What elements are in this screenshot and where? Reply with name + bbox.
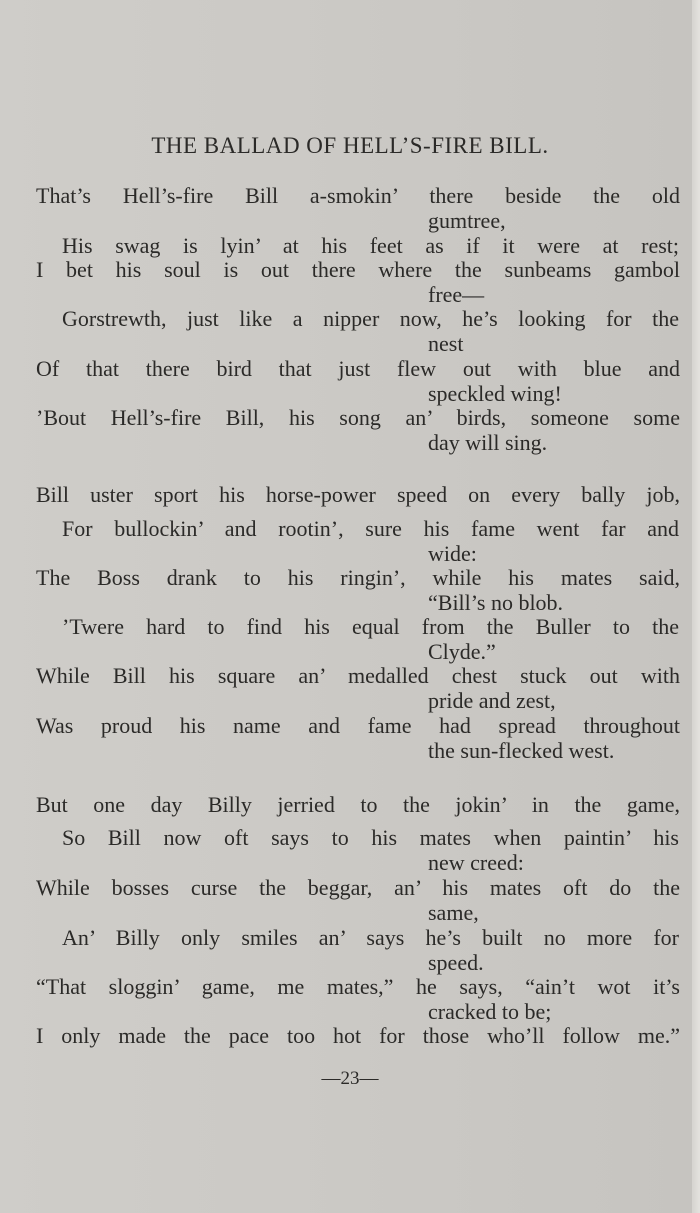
poem-line: wide: [428, 541, 477, 566]
poem-line: “That sloggin’ game, me mates,” he says, “ain’t wot it’s [36, 974, 680, 999]
poem-line: new creed: [428, 850, 524, 875]
poem-line: I only made the pace too hot for those who’ll follow me.” [36, 1023, 680, 1048]
poem-line: Of that there bird that just flew out with blue and [36, 356, 680, 381]
poem-line: For bullockin’ and rootin’, sure his fame went far and [62, 516, 679, 541]
poem-line: free— [428, 282, 485, 307]
poem-line: ’Twere hard to find his equal from the Buller to the [62, 614, 679, 639]
poem-line: I bet his soul is out there where the sunbeams gambol [36, 257, 680, 282]
poem-line: His swag is lyin’ at his feet as if it were at rest; [62, 233, 679, 258]
poem-line: An’ Billy only smiles an’ says he’s built no more for [62, 925, 679, 950]
poem-line: pride and zest, [428, 688, 556, 713]
poem-line: cracked to be; [428, 999, 552, 1024]
poem-line: speed. [428, 950, 484, 975]
poem-line: Gorstrewth, just like a nipper now, he’s looking for the [62, 306, 679, 331]
poem-line: Was proud his name and fame had spread throughout [36, 713, 680, 738]
poem-line: While bosses curse the beggar, an’ his mates oft do the [36, 875, 680, 900]
poem-line: While Bill his square an’ medalled chest stuck out with [36, 663, 680, 688]
poem-line: gumtree, [428, 208, 506, 233]
poem-line: The Boss drank to his ringin’, while his mates said, [36, 565, 680, 590]
poem-line: nest [428, 331, 464, 356]
poem-line: day will sing. [428, 430, 548, 455]
poem-line: But one day Billy jerried to the jokin’ in the game, [36, 792, 680, 817]
poem-title: THE BALLAD OF HELL’S-FIRE BILL. [151, 133, 549, 158]
poem-line: speckled wing! [428, 381, 562, 406]
poem-line: That’s Hell’s-fire Bill a-smokin’ there beside the old [36, 183, 680, 208]
poem-line: ’Bout Hell’s-fire Bill, his song an’ birds, someone some [36, 405, 680, 430]
poem-line: Bill uster sport his horse-power speed on every bally job, [36, 482, 680, 507]
page-edge [692, 0, 700, 1213]
poem-line: So Bill now oft says to his mates when paintin’ his [62, 825, 679, 850]
poem-line: same, [428, 900, 479, 925]
poem-line: the sun-flecked west. [428, 738, 615, 763]
page-number: —23— [321, 1068, 379, 1089]
poem-line: Clyde.” [428, 639, 496, 664]
poem-line: “Bill’s no blob. [428, 590, 564, 615]
